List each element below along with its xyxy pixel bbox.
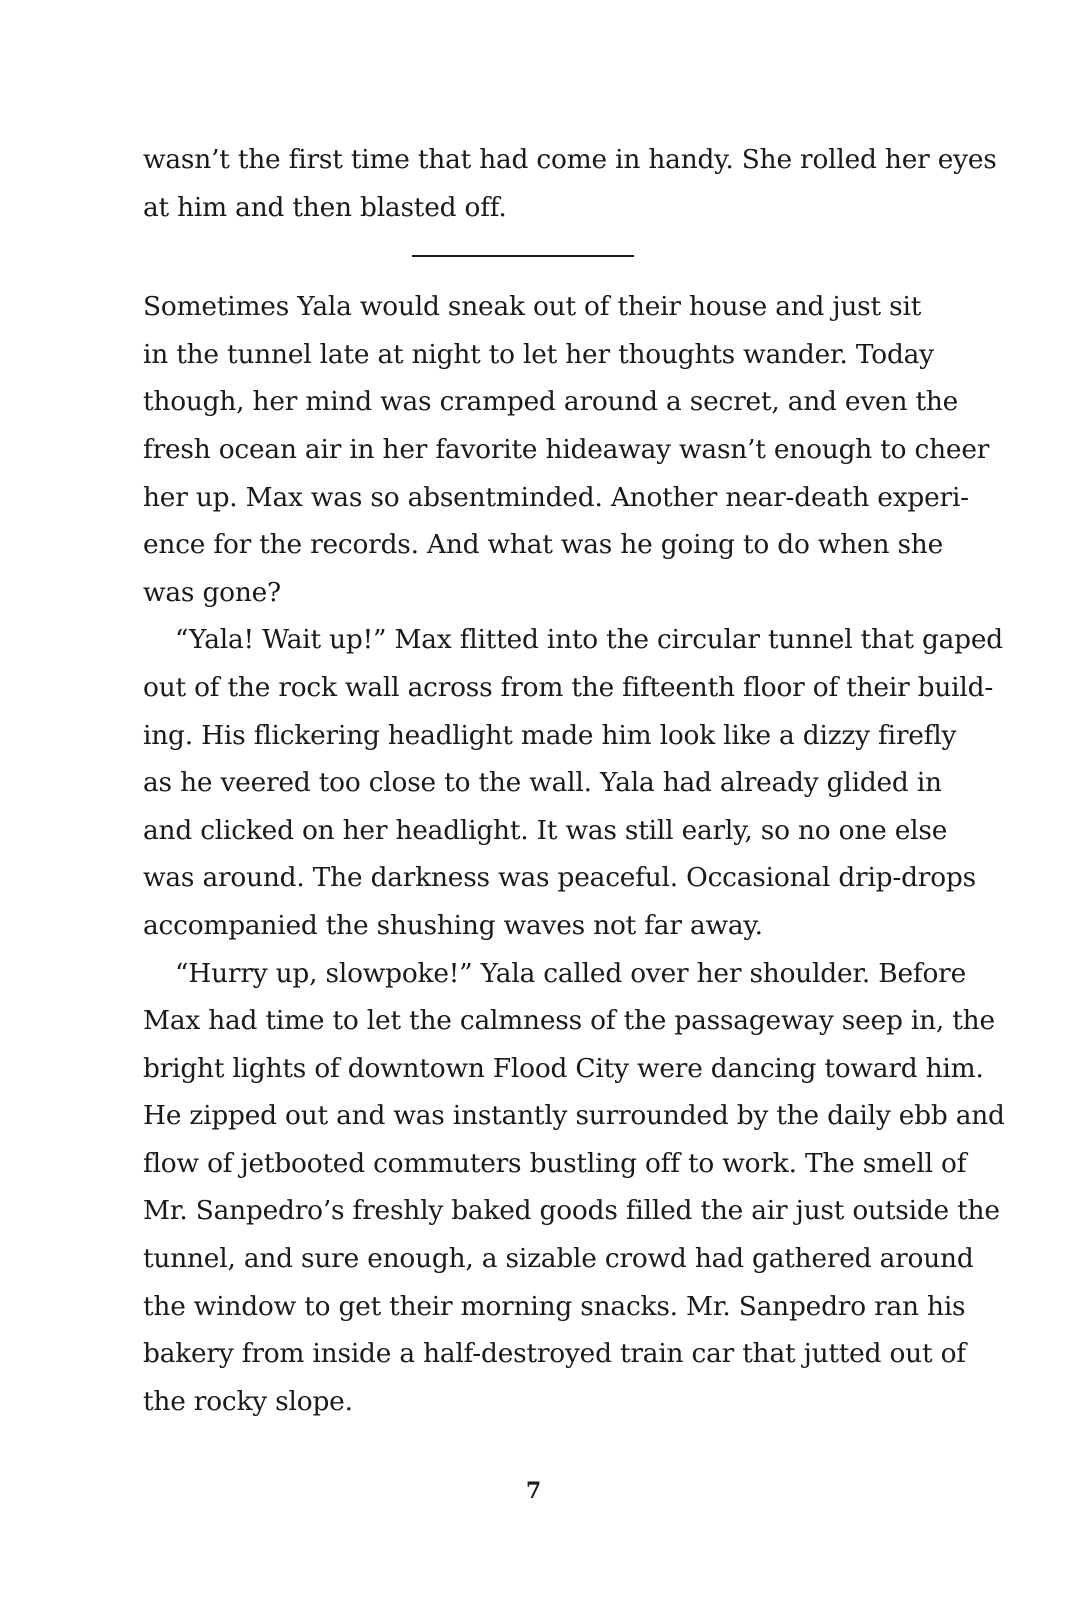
text-line: in the tunnel late at night to let her thoughts wander. Today	[143, 338, 934, 370]
text-line: and clicked on her headlight. It was still early, so no one else	[143, 814, 948, 846]
text-line: flow of jetbooted commuters bustling off to work. The smell of	[143, 1147, 967, 1179]
scene-break-rule	[412, 255, 634, 257]
text-line: wasn’t the first time that had come in handy. She rolled her eyes	[143, 144, 997, 175]
text-line: tunnel, and sure enough, a sizable crowd had gathered around	[143, 1243, 974, 1275]
paragraph	[143, 950, 1005, 1426]
text-line: bright lights of downtown Flood City were dancing toward him.	[143, 1052, 984, 1084]
text-line: as he veered too close to the wall. Yala had already glided in	[143, 767, 942, 799]
text-line: the rocky slope.	[143, 1385, 353, 1417]
paragraph	[143, 283, 990, 616]
paragraph	[143, 616, 1003, 949]
text-line: He zipped out and was instantly surrounded by the daily ebb and	[143, 1100, 1005, 1132]
text-line: “Hurry up, slowpoke!” Yala called over her shoulder. Before	[175, 957, 967, 989]
text-line: fresh ocean air in her favorite hideaway wasn’t enough to cheer	[143, 433, 990, 465]
text-line: was around. The darkness was peaceful. Occasional drip-drops	[143, 862, 976, 894]
text-line: Sometimes Yala would sneak out of their house and just sit	[143, 291, 922, 323]
text-line: was gone?	[143, 576, 282, 608]
text-line: Max had time to let the calmness of the passageway seep in, the	[143, 1005, 995, 1037]
text-line: though, her mind was cramped around a secret, and even the	[143, 386, 959, 418]
text-line: ence for the records. And what was he going to do when she	[143, 529, 944, 561]
text-line: at him and then blasted off.	[143, 191, 507, 223]
text-line: bakery from inside a half-destroyed train car that jutted out of	[143, 1338, 966, 1370]
text-line: “Yala! Wait up!” Max flitted into the circular tunnel that gaped	[175, 624, 1003, 656]
text-line: her up. Max was so absentminded. Another near-death experi-	[143, 481, 969, 513]
text-line: accompanied the shushing waves not far away.	[143, 909, 763, 941]
text-line: out of the rock wall across from the fifteenth floor of their build-	[143, 671, 994, 703]
book-page-body	[143, 136, 1005, 1425]
page-number: 7	[525, 1478, 542, 1504]
text-line: the window to get their morning snacks. Mr. Sanpedro ran his	[143, 1290, 966, 1322]
text-line: ing. His flickering headlight made him look like a dizzy firefly	[143, 719, 957, 751]
text-line: Mr. Sanpedro’s freshly baked goods filled the air just outside the	[143, 1195, 1000, 1227]
paragraph	[143, 136, 997, 231]
